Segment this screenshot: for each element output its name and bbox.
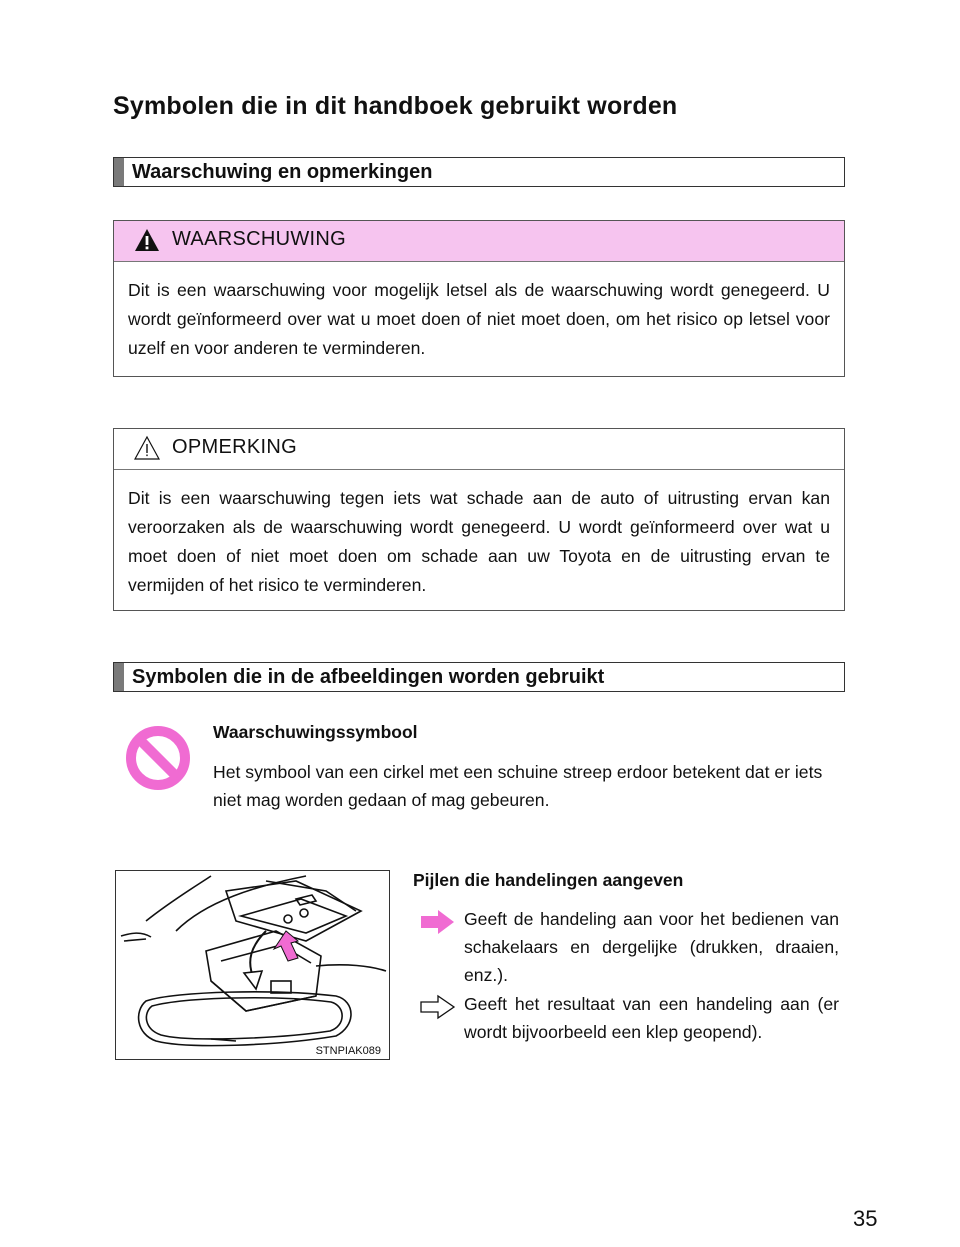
arrow-item-result bbox=[420, 990, 840, 1080]
section-marker bbox=[114, 158, 124, 186]
safety-symbol-title: Waarschuwingssymbool bbox=[213, 722, 418, 742]
notice-box bbox=[113, 428, 845, 611]
section-heading-warnings bbox=[113, 157, 845, 187]
arrow-item-text: Geeft de handeling aan voor het bedienen van schakelaars en dergelijke (drukken, draaien, enz.). bbox=[464, 909, 839, 985]
notice-header bbox=[114, 429, 844, 470]
warning-title: WAARSCHUWING bbox=[172, 228, 346, 250]
warning-header bbox=[114, 221, 844, 262]
console-illustration bbox=[116, 871, 389, 1059]
notice-text: Dit is een waarschuwing tegen iets wat schade aan de auto of uitrusting ervan kan veroorzaken als de waarschuwing wordt genegeerd. U wordt geïnformeerd over wat u moet doen of niet moet doen om schade aan uw Toyota en de uitrusting ervan te vermijden of het risico te verminderen. bbox=[128, 488, 830, 595]
safety-symbol-text: Het symbool van een cirkel met een schuine streep erdoor betekent dat er iets niet mag worden gedaan of mag gebeuren. bbox=[213, 762, 823, 810]
section-heading-label: Waarschuwing en opmerkingen bbox=[132, 161, 433, 183]
page-number: 35 bbox=[853, 1206, 878, 1231]
arrows-title: Pijlen die handelingen aangeven bbox=[413, 870, 684, 890]
illustration-overhead-console bbox=[115, 870, 390, 1060]
outline-arrow-icon bbox=[420, 994, 456, 1020]
arrow-item-action bbox=[420, 905, 840, 995]
filled-arrow-icon bbox=[420, 909, 456, 935]
section-heading-label: Symbolen die in de afbeeldingen worden gebruikt bbox=[132, 666, 605, 688]
warning-triangle-icon bbox=[134, 227, 160, 253]
notice-title: OPMERKING bbox=[172, 436, 297, 458]
caution-triangle-icon bbox=[134, 435, 160, 461]
arrow-item-text: Geeft het resultaat van een handeling aan (er wordt bijvoorbeeld een klep geopend). bbox=[464, 994, 839, 1042]
page-title: Symbolen die in dit handboek gebruikt worden bbox=[113, 92, 678, 120]
warning-box bbox=[113, 220, 845, 377]
section-heading-symbols bbox=[113, 662, 845, 692]
prohibition-icon bbox=[125, 725, 191, 791]
section-marker bbox=[114, 663, 124, 691]
warning-text: Dit is een waarschuwing voor mogelijk letsel als de waarschuwing wordt genegeerd. U wordt geïnformeerd over wat u moet doen of niet moet doen, om het risico op letsel voor uzelf en voor anderen te verminderen. bbox=[128, 280, 830, 358]
figure-code: STNPIAK089 bbox=[315, 1045, 381, 1057]
